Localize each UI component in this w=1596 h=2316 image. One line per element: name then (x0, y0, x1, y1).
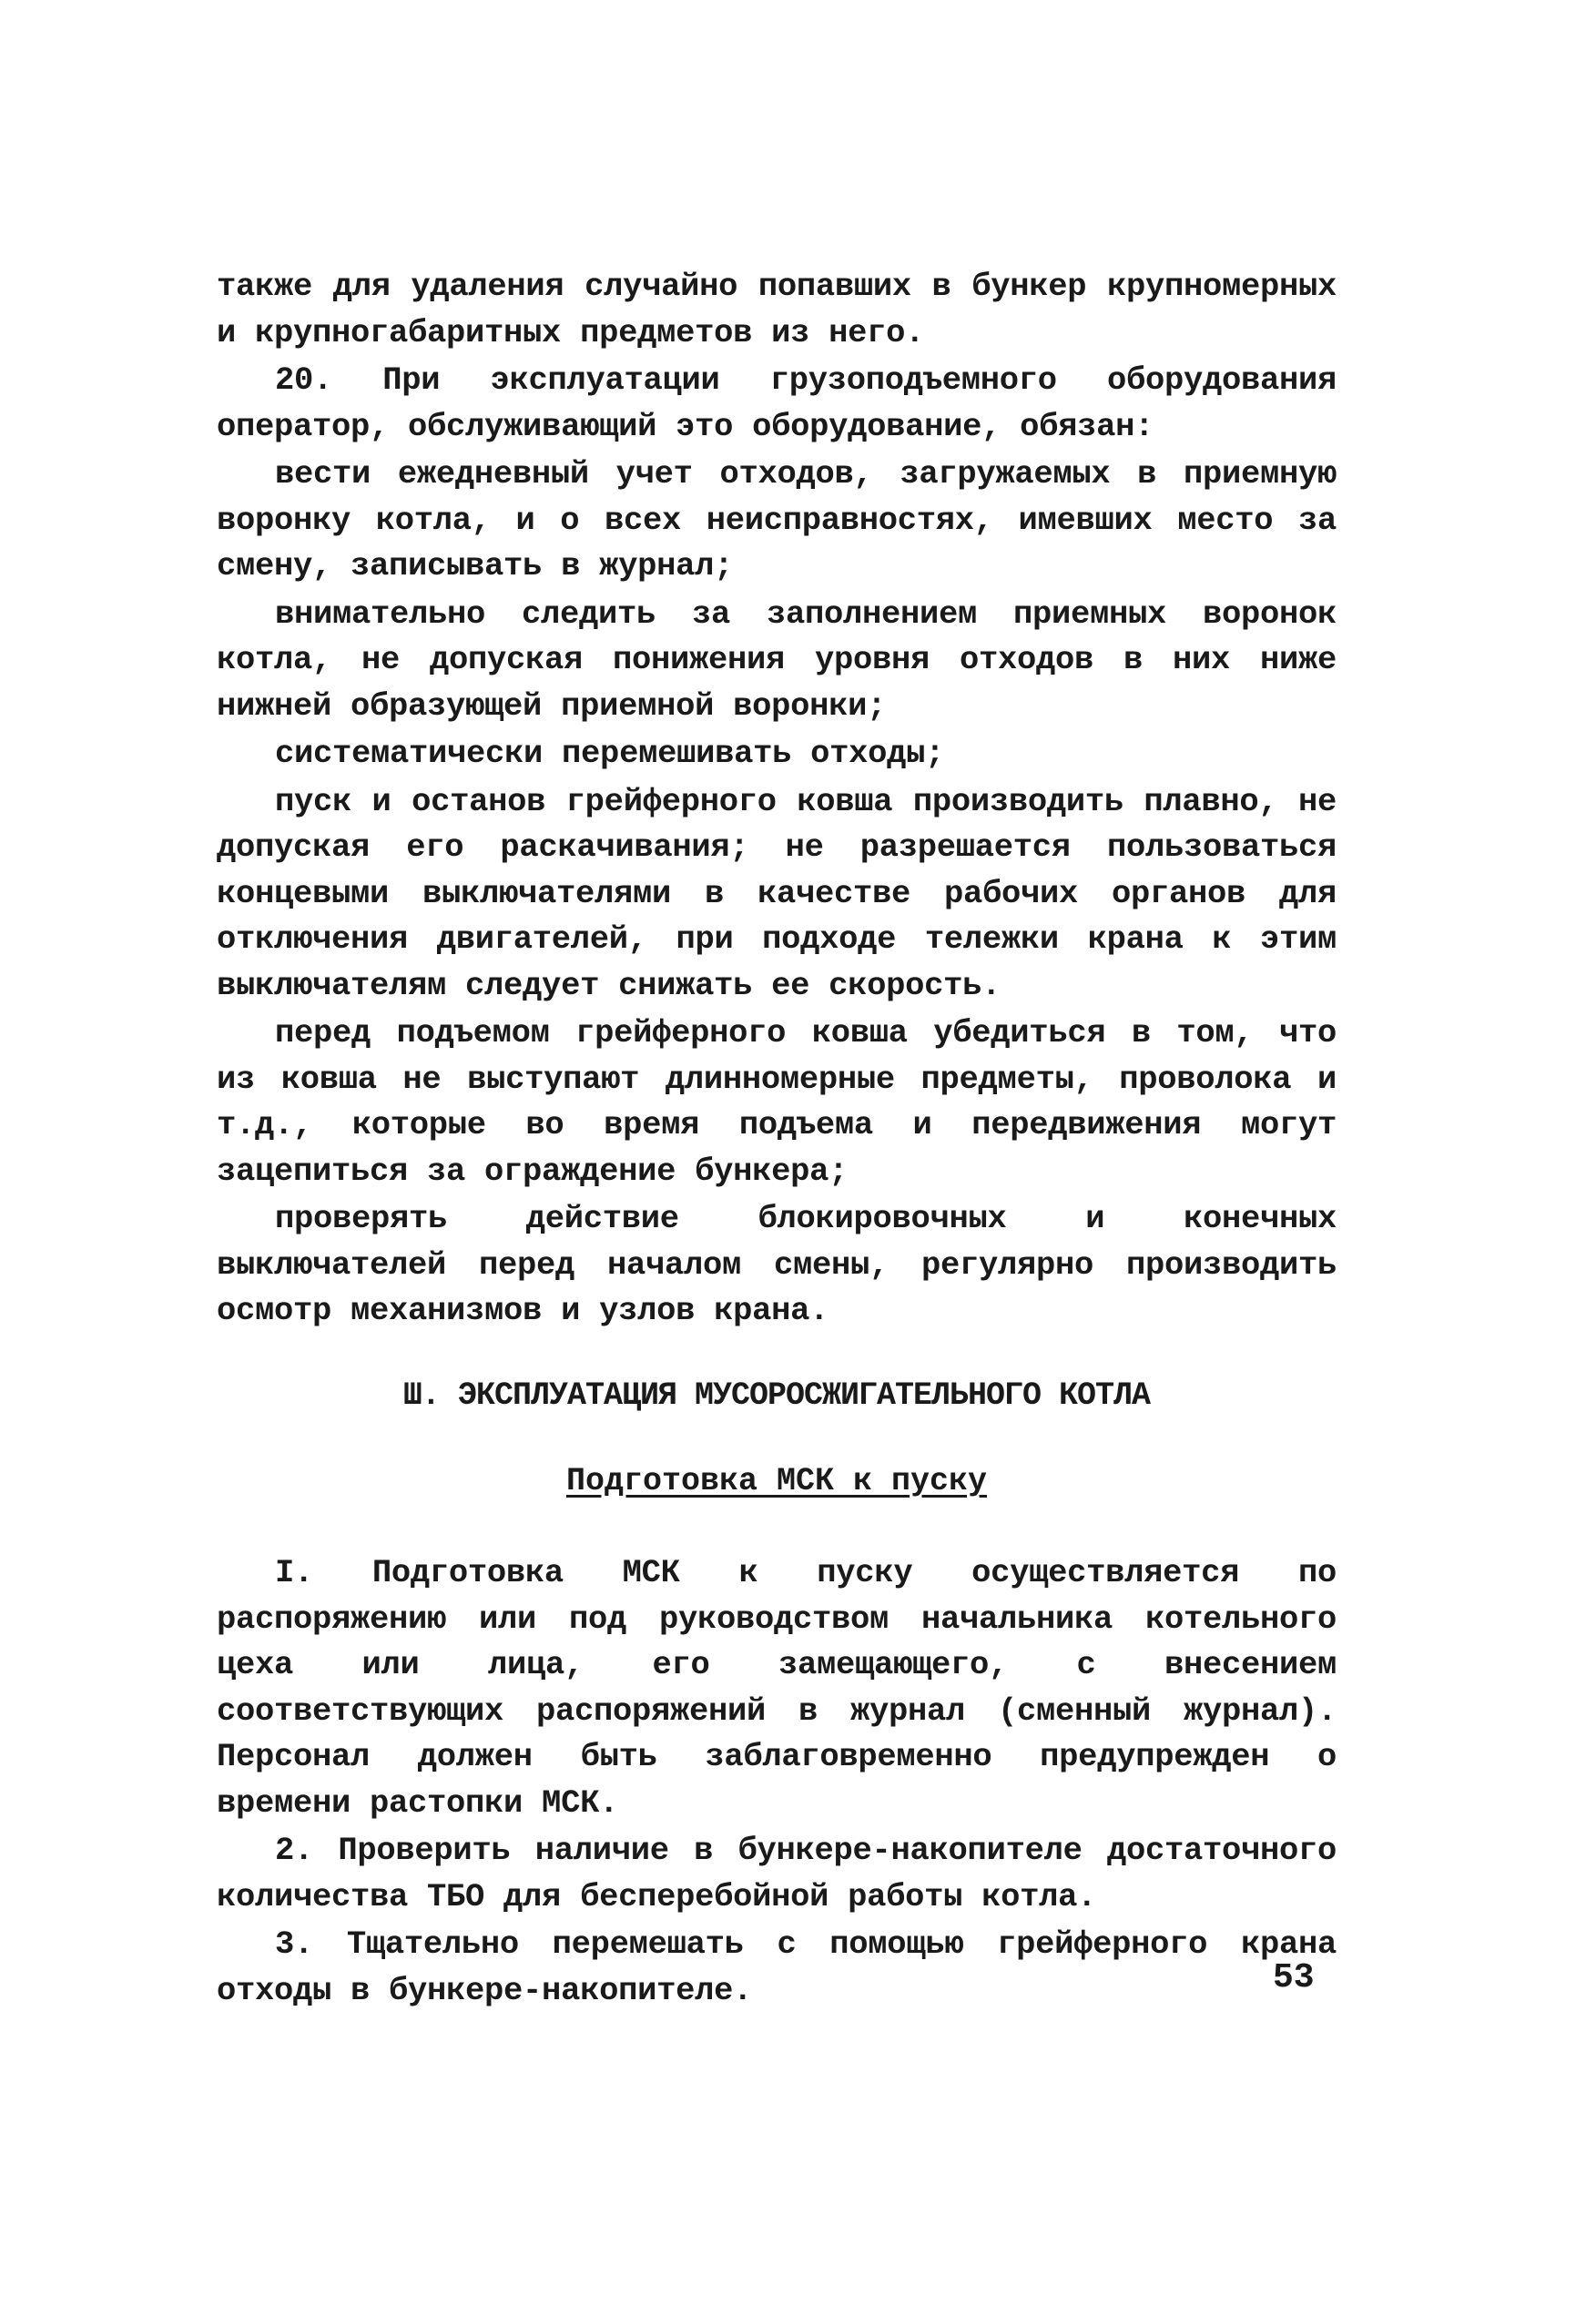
body-text-top (217, 264, 1337, 1336)
paragraph: также для удаления случайно попавших в бункер крупномерных и крупногабаритных предметов из него. (217, 268, 1337, 351)
paragraph: пуск и останов грейферного ковша производить плавно, не допуская его раскачивания; не разрешается пользоваться концевыми выключателями в качестве рабочих органов для отключения двигателей, при подходе тележки крана к этим выключателям следует снижать ее скорость. (217, 782, 1337, 1004)
paragraph: 3. Тщательно перемешать с помощью грейферного крана отходы в бункере-накопителе. (217, 1925, 1337, 2009)
paragraph: перед подъемом грейферного ковша убедиться в том, что из ковша не выступают длинномерные предметы, проволока и т.д., которые во время подъема и передвижения могут зацепиться за ограждение бункера; (217, 1014, 1337, 1190)
body-text-bottom (217, 1550, 1337, 2016)
paragraph: проверять действие блокировочных и конечных выключателей перед началом смены, регулярно производить осмотр механизмов и узлов крана. (217, 1200, 1337, 1329)
page-number: 53 (1273, 1958, 1315, 1997)
paragraph: внимательно следить за заполнением приемных воронок котла, не допуская понижения уровня отходов в них ниже нижней образующей приемной воронки; (217, 594, 1337, 725)
paragraph: 20. При эксплуатации грузоподъемного оборудования оператор, обслуживающий это оборудование, обязан: (217, 361, 1337, 445)
paragraph: 2. Проверить наличие в бункере-накопителе достаточного количества ТБО для бесперебойной работы котла. (217, 1832, 1337, 1915)
paragraph: I. Подготовка МСК к пуску осуществляется по распоряжению или под руководством начальника котельного цеха или лица, его замещающего, с внесением соответствующих распоряжений в журнал (сменный журнал). Персонал должен быть заблаговременно предупрежден о времени растопки МСК. (217, 1554, 1337, 1822)
paragraph: вести ежедневный учет отходов, загружаемых в приемную воронку котла, и о всех неисправностях, имевших место за смену, записывать в журнал; (217, 455, 1337, 584)
section-title: Ш. ЭКСПЛУАТАЦИЯ МУСОРОСЖИГАТЕЛЬНОГО КОТЛА (402, 1377, 1151, 1414)
subsection-title-text: Подготовка МСК к пуску (565, 1463, 988, 1499)
paragraph: систематически перемешивать отходы; (275, 735, 945, 772)
subsection-title (217, 1458, 1337, 1504)
